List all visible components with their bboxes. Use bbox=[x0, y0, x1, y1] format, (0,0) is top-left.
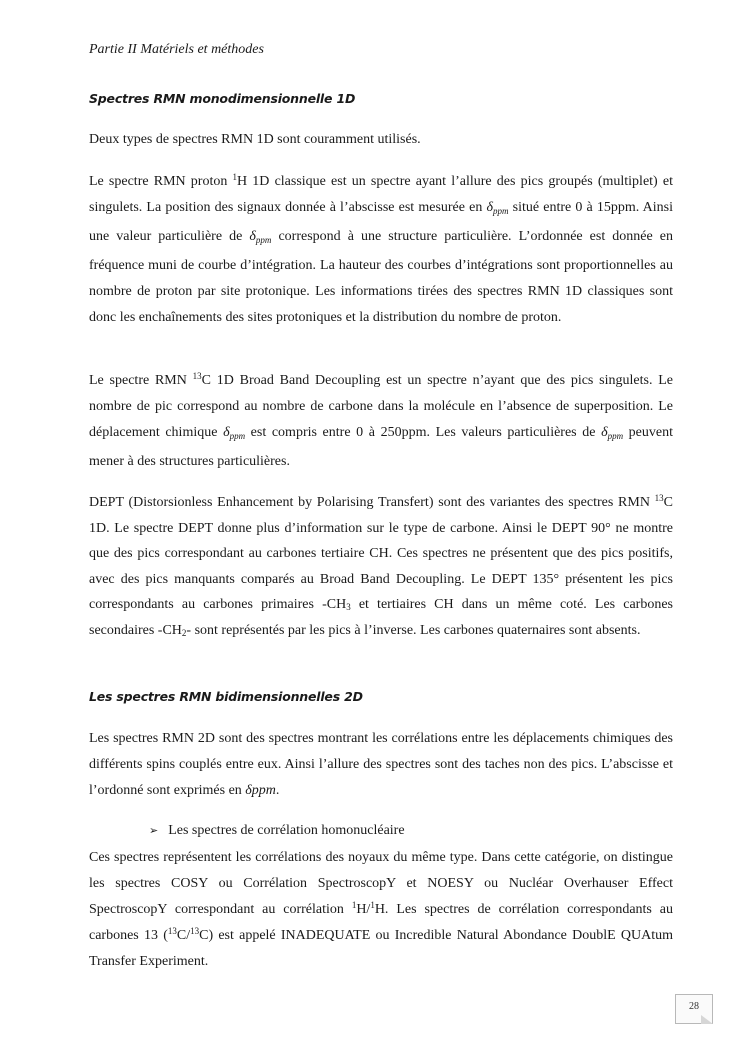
paragraph-homonuclear: Ces spectres représentent les corrélations des noyaux du même type. Dans cette catégorie, on distingue les spectres COSY ou Corrélation SpectroscopY et NOESY ou Nucléar Overhauser Effect SpectroscopY correspondant au corrélation $^1$H/$^1$H. Les spectres de corrélation correspondants au carbones 13 ($^{13}$C/$^{13}$C) est appelé INADEQUATE ou Incredible Natural Abondance DoublE QUAtum Transfer Experiment. bbox=[89, 850, 673, 969]
paragraph-proton-1h: Le spectre RMN proton $^1$H 1D classique est un spectre ayant l’allure des pics groupés (multiplet) et singulets. La position des signaux donnée à l’abscisse est mesurée en $\delta_{ppm}$ situé entre 0 à 15ppm. Ainsi une valeur particulière de $\delta_{ppm}$ correspond à une structure particulière. L’ordonnée est donnée en fréquence muni de courbe d’intégration. La hauteur des courbes d’intégrations sont proportionnelles au nombre de proton par site protonique. Les informations tirées des spectres RMN 1D classiques sont donc les enchaînements des sites protoniques et la distribution du nombre de proton. bbox=[89, 172, 673, 325]
arrowhead-bullet-icon: ➢ bbox=[149, 825, 159, 837]
paragraph-dept: DEPT (Distorsionless Enhancement by Polarising Transfert) sont des variantes des spectres RMN $^{13}$C 1D. Le spectre DEPT donne plus d’information sur le type de carbone. Ainsi le DEPT 90° ne montre que des pics correspondant au carbones tertiaire CH. Ces spectres ne présentent que des pics positifs, avec des pics manquants comparés au Broad Band Decoupling. Le DEPT 135° présentent les pics correspondants au carbones primaires $-CH_3$ et tertiaires CH dans un même coté. Les carbones secondaires $-CH_2-$ sont représentés par les pics à l’inverse. Les carbones quaternaires sont absents. bbox=[89, 493, 673, 638]
delta-ppm-symbol: $\delta_{ppm}$ bbox=[223, 425, 246, 441]
page-number-box bbox=[675, 994, 713, 1024]
delta-ppm-symbol: $\delta_{ppm}$ bbox=[486, 200, 509, 216]
section-heading-1d: Spectres RMN monodimensionnelle 1D bbox=[89, 91, 356, 106]
bullet-homonuclear bbox=[149, 823, 405, 839]
bullet-label: Les spectres de corrélation homonucléaire bbox=[168, 823, 405, 838]
delta-ppm-inline: δppm bbox=[245, 783, 276, 798]
running-header: Partie II Matériels et méthodes bbox=[89, 42, 264, 57]
intro-paragraph: Deux types de spectres RMN 1D sont couramment utilisés. bbox=[89, 132, 421, 147]
paragraph-carbon-13c: Le spectre RMN $^{13}$C 1D Broad Band Decoupling est un spectre n’ayant que des pics singulets. Le nombre de pic correspond au nombre de carbone dans la molécule en l’absence de superposition. Le déplacement chimique $\delta_{ppm}$ est compris entre 0 à 250ppm. Les valeurs particulières de $\delta_{ppm}$ peuvent mener à des structures particulières. bbox=[89, 371, 674, 469]
page-number: 28 bbox=[689, 1001, 699, 1012]
delta-ppm-symbol: $\delta_{ppm}$ bbox=[249, 229, 272, 245]
page-curl-icon bbox=[701, 1015, 713, 1024]
paragraph-2d-intro: Les spectres RMN 2D sont des spectres montrant les corrélations entre les déplacements chimiques des différents spins couplés entre eux. Ainsi l’allure des spectres sont des taches non des pics. L’abscisse et l’ordonné sont exprimés en δppm. bbox=[89, 731, 673, 798]
section-heading-2d: Les spectres RMN bidimensionnelles 2D bbox=[89, 689, 363, 704]
delta-ppm-symbol: $\delta_{ppm}$ bbox=[601, 425, 624, 441]
